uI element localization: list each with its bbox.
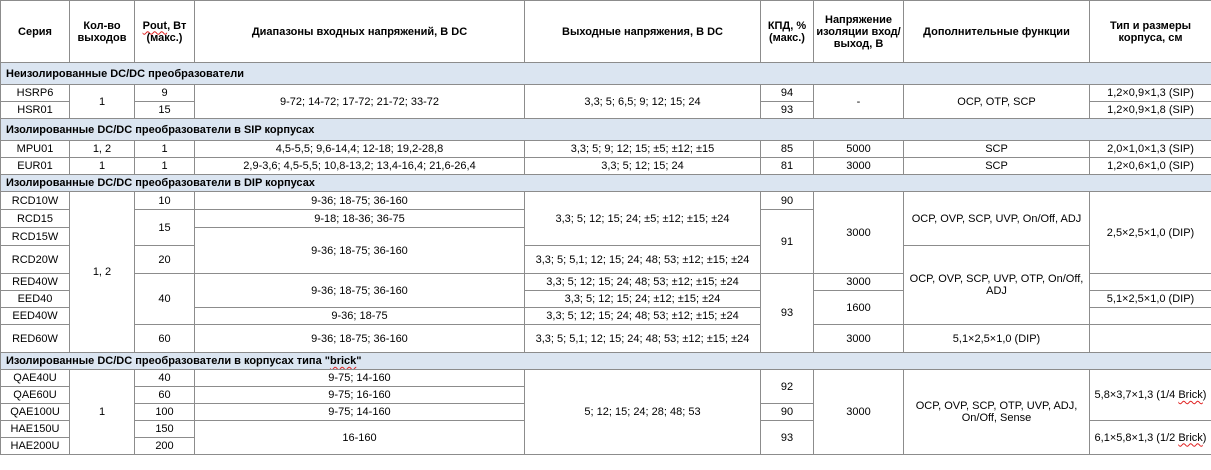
cell-vin: 4,5-5,5; 9,6-14,4; 12-18; 19,2-28,8: [195, 141, 525, 158]
table-row: [1, 246, 1211, 274]
cell-efficiency: 94: [761, 85, 814, 102]
cell-series: RCD20W: [1, 246, 70, 274]
cell-pout: 9: [135, 85, 195, 102]
cell-vin: 2,9-3,6; 4,5-5,5; 10,8-13,2; 13,4-16,4; 21,6-26,4: [195, 158, 525, 175]
section-title-brick: brick: [329, 355, 357, 367]
header-pout: [135, 1, 195, 63]
cell-pout: 200: [135, 438, 195, 455]
cell-vout: 5; 12; 15; 24; 28; 48; 53: [525, 370, 761, 455]
cell-isolation: 3000: [814, 192, 904, 274]
cell-isolation: 5000: [814, 141, 904, 158]
cell-vin: 16-160: [195, 421, 525, 455]
cell-pout: 1: [135, 158, 195, 175]
cell-series: HAE200U: [1, 438, 70, 455]
cell-series: RCD10W: [1, 192, 70, 210]
package-dims: 6,1×5,8×1,3 (1/2: [1094, 431, 1179, 444]
cell-vout: 3,3; 5; 12; 15; 24; ±12; ±15; ±24: [525, 291, 761, 308]
cell-package: 5,1×2,5×1,0 (DIP): [1090, 291, 1211, 308]
cell-isolation: 3000: [814, 325, 904, 353]
cell-pout: 15: [135, 210, 195, 246]
header-series: Серия: [1, 1, 70, 63]
cell-vin: 9-36; 18-75; 36-160: [195, 325, 525, 353]
cell-vin: 9-18; 18-36; 36-75: [195, 210, 525, 228]
cell-series: RCD15W: [1, 228, 70, 246]
cell-efficiency: 93: [761, 421, 814, 455]
package-end: ): [1202, 389, 1207, 401]
cell-pout: 60: [135, 387, 195, 404]
cell-vin: 9-75; 16-160: [195, 387, 525, 404]
header-vout: Выходные напряжения, В DC: [525, 1, 761, 63]
section-row-sip: [1, 119, 1211, 141]
cell-isolation: 3000: [814, 158, 904, 175]
cell-package: [1090, 421, 1211, 455]
cell-functions: OCP, OVP, SCP, UVP, On/Off, ADJ: [904, 192, 1090, 246]
cell-isolation: 1600: [814, 291, 904, 325]
cell-efficiency: 92: [761, 370, 814, 404]
cell-functions: OCP, OVP, SCP, UVP, OTP, On/Off, ADJ: [904, 246, 1090, 325]
cell-functions: OCP, OVP, SCP, OTP, UVP, ADJ, On/Off, Sense: [904, 370, 1090, 455]
cell-package: 2,5×2,5×1,0 (DIP): [1090, 192, 1211, 274]
cell-outputs: 1, 2: [70, 192, 135, 353]
cell-vin: 9-36; 18-75; 36-160: [195, 192, 525, 210]
section-title: Неизолированные DC/DC преобразователи: [1, 63, 1211, 85]
header-row: [1, 1, 1211, 63]
header-vin: Диапазоны входных напряжений, В DC: [195, 1, 525, 63]
cell-series: RED60W: [1, 325, 70, 353]
cell-pout: 150: [135, 421, 195, 438]
cell-series: EUR01: [1, 158, 70, 175]
package-brick: Brick: [1178, 431, 1203, 444]
header-package: Тип и размеры корпуса, см: [1090, 1, 1211, 63]
cell-functions: SCP: [904, 158, 1090, 175]
cell-vin: 9-36; 18-75; 36-160: [195, 228, 525, 274]
cell-package: 1,2×0,6×1,0 (SIP): [1090, 158, 1211, 175]
cell-series: HAE150U: [1, 421, 70, 438]
cell-isolation: -: [814, 85, 904, 119]
cell-package: 2,0×1,0×1,3 (SIP): [1090, 141, 1211, 158]
cell-vin: 9-72; 14-72; 17-72; 21-72; 33-72: [195, 85, 525, 119]
table-row: [1, 325, 1211, 353]
cell-vout: 3,3; 5; 5,1; 12; 15; 24; 48; 53; ±12; ±15; ±24: [525, 325, 761, 353]
cell-series: QAE60U: [1, 387, 70, 404]
cell-vout: 3,3; 5; 12; 15; 24; ±5; ±12; ±15; ±24: [525, 192, 761, 246]
section-title: Изолированные DC/DC преобразователи в SIP корпусах: [1, 119, 1211, 141]
cell-vin: 9-75; 14-160: [195, 404, 525, 421]
cell-series: RED40W: [1, 274, 70, 291]
cell-outputs: 1, 2: [70, 141, 135, 158]
package-end: ): [1202, 431, 1207, 444]
cell-series: MPU01: [1, 141, 70, 158]
cell-vout: 3,3; 5; 12; 15; 24; 48; 53; ±12; ±15; ±24: [525, 308, 761, 325]
cell-efficiency: 90: [761, 192, 814, 210]
cell-outputs: 1: [70, 370, 135, 455]
cell-package: [1090, 370, 1211, 421]
package-brick: Brick: [1178, 389, 1203, 401]
cell-pout: 15: [135, 102, 195, 119]
table-row: [1, 141, 1211, 158]
header-pout-unit: , Вт (макс.): [146, 19, 187, 44]
cell-series: EED40: [1, 291, 70, 308]
header-isolation: Напряжение изоляции вход/выход, В: [814, 1, 904, 63]
cell-efficiency: 81: [761, 158, 814, 175]
cell-functions: OCP, OTP, SCP: [904, 85, 1090, 119]
cell-outputs: 1: [70, 85, 135, 119]
package-dims: 5,8×3,7×1,3 (1/4: [1094, 389, 1179, 401]
cell-package: [1090, 274, 1211, 291]
cell-vout: 3,3; 5; 12; 15; 24; 48; 53; ±12; ±15; ±24: [525, 274, 761, 291]
section-title-end: ": [356, 355, 362, 367]
cell-vout: 3,3; 5; 6,5; 9; 12; 15; 24: [525, 85, 761, 119]
cell-series: HSR01: [1, 102, 70, 119]
cell-pout: 10: [135, 192, 195, 210]
cell-efficiency: 93: [761, 102, 814, 119]
cell-package: 1,2×0,9×1,3 (SIP): [1090, 85, 1211, 102]
cell-series: RCD15: [1, 210, 70, 228]
cell-efficiency: 85: [761, 141, 814, 158]
cell-vin: 9-36; 18-75: [195, 308, 525, 325]
cell-pout: 100: [135, 404, 195, 421]
cell-series: QAE40U: [1, 370, 70, 387]
header-outputs: Кол-во выходов: [70, 1, 135, 63]
section-row-dip: [1, 175, 1211, 192]
section-title: [1, 353, 1211, 370]
cell-package: [1090, 308, 1211, 325]
section-row-brick: [1, 353, 1211, 370]
cell-package: 1,2×0,9×1,8 (SIP): [1090, 102, 1211, 119]
cell-pout: 40: [135, 274, 195, 325]
cell-isolation: 3000: [814, 274, 904, 291]
table-row: [1, 85, 1211, 102]
table-row: [1, 370, 1211, 387]
cell-functions: SCP: [904, 141, 1090, 158]
cell-pout: 1: [135, 141, 195, 158]
cell-package: 5,1×2,5×1,0 (DIP): [904, 325, 1090, 353]
cell-vout: 3,3; 5; 9; 12; 15; ±5; ±12; ±15: [525, 141, 761, 158]
cell-outputs: 1: [70, 158, 135, 175]
table-row: [1, 158, 1211, 175]
cell-pout: 40: [135, 370, 195, 387]
cell-series: HSRP6: [1, 85, 70, 102]
header-efficiency: КПД, % (макс.): [761, 1, 814, 63]
cell-vin: 9-36; 18-75; 36-160: [195, 274, 525, 308]
table-row: [1, 192, 1211, 210]
cell-vout: 3,3; 5; 5,1; 12; 15; 24; 48; 53; ±12; ±15; ±24: [525, 246, 761, 274]
section-title-start: Изолированные DC/DC преобразователи в корпусах типа ": [6, 355, 330, 367]
header-pout-symbol: Pout: [142, 19, 168, 32]
cell-vin: 9-75; 14-160: [195, 370, 525, 387]
cell-series: EED40W: [1, 308, 70, 325]
section-row-nonisolated: [1, 63, 1211, 85]
cell-efficiency: 91: [761, 210, 814, 274]
section-title: Изолированные DC/DC преобразователи в DIP корпусах: [1, 175, 1211, 192]
cell-pout: 60: [135, 325, 195, 353]
cell-vout: 3,3; 5; 12; 15; 24: [525, 158, 761, 175]
cell-pout: 20: [135, 246, 195, 274]
cell-series: QAE100U: [1, 404, 70, 421]
cell-efficiency: 93: [761, 274, 814, 353]
cell-efficiency: 90: [761, 404, 814, 421]
cell-isolation: 3000: [814, 370, 904, 455]
header-functions: Дополнительные функции: [904, 1, 1090, 63]
